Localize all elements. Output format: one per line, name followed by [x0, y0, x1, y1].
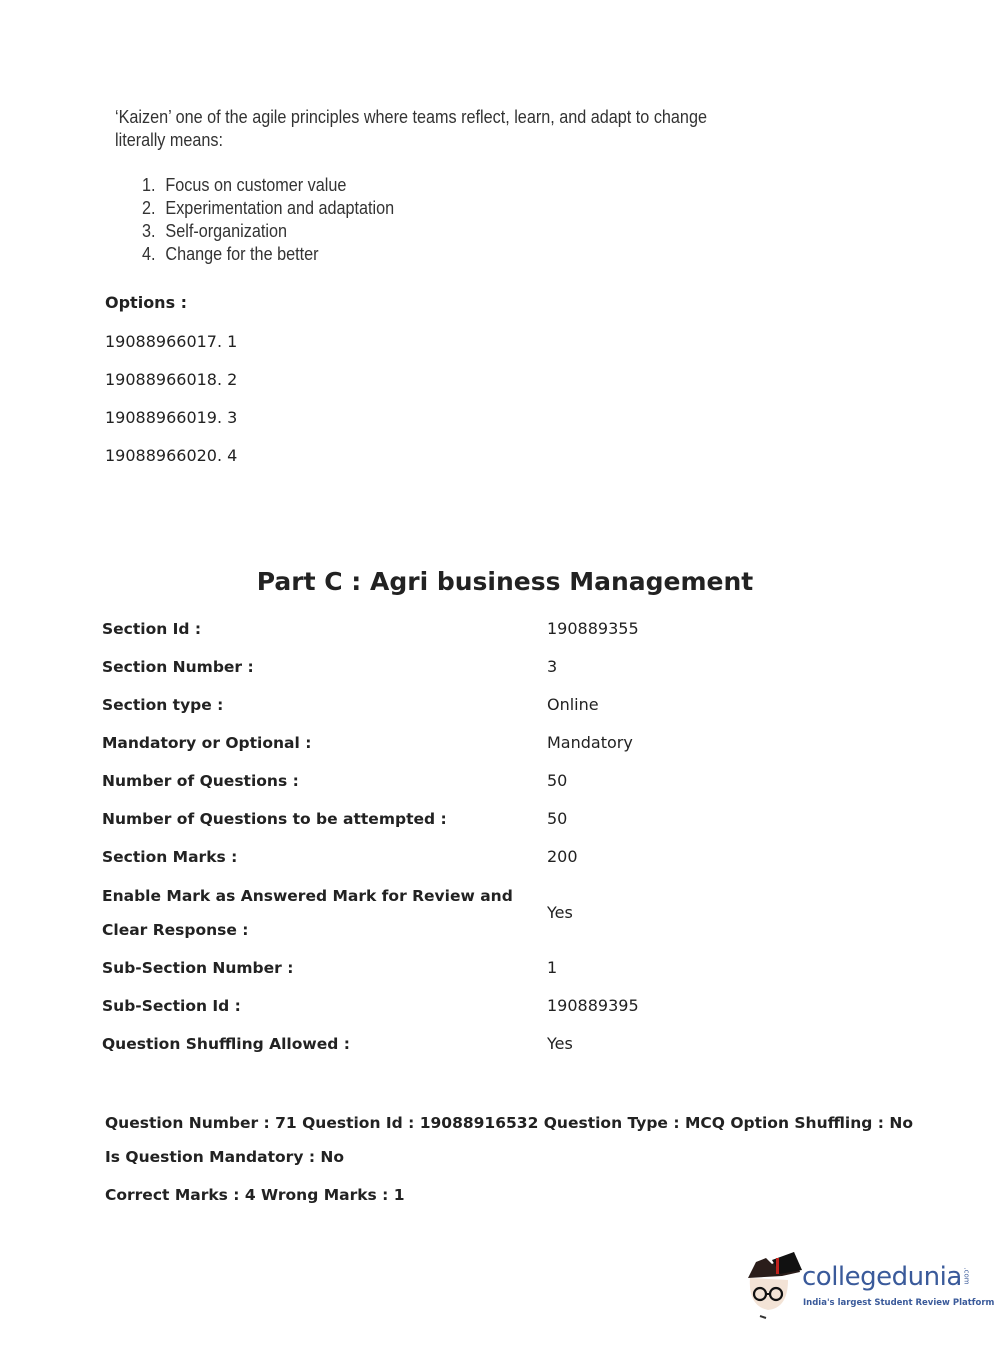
row-label: Enable Mark as Answered Mark for Review and Clear Response : [102, 887, 513, 939]
choice: 3. Self-organization [160, 220, 727, 243]
row-value: 1 [547, 958, 558, 977]
question-stem: ‘Kaizen’ one of the agile principles where teams reflect, learn, and adapt to change literally means: [115, 107, 707, 150]
question-meta-line: Correct Marks : 4 Wrong Marks : 1 [105, 1186, 405, 1204]
question-image [115, 106, 727, 266]
choice: 2. Experimentation and adaptation [160, 197, 727, 220]
row-value: Yes [547, 1034, 573, 1053]
question-meta-line: Is Question Mandatory : No [105, 1148, 345, 1166]
brand-tagline: India's largest Student Review Platform [803, 1298, 995, 1308]
row-value: Mandatory [547, 733, 633, 752]
row-label: Section type : [102, 696, 224, 714]
row-value: 200 [547, 847, 578, 866]
row-label: Number of Questions : [102, 772, 299, 790]
row-label: Number of Questions to be attempted : [102, 810, 447, 828]
brand-suffix: .com [962, 1267, 971, 1285]
row-value: Yes [547, 903, 573, 922]
option-item: 19088966020. 4 [105, 446, 238, 465]
row-value: 3 [547, 657, 558, 676]
brand-name: collegedunia [802, 1262, 962, 1292]
choice: 1. Focus on customer value [160, 174, 727, 197]
option-item: 19088966017. 1 [105, 332, 238, 351]
section-title: Part C : Agri business Management [256, 567, 754, 596]
row-value: Online [547, 695, 599, 714]
row-label: Section Number : [102, 658, 254, 676]
option-item: 19088966019. 3 [105, 408, 238, 427]
row-label: Mandatory or Optional : [102, 734, 312, 752]
row-value: 190889355 [547, 619, 639, 638]
row-value: 190889395 [547, 996, 639, 1015]
options-heading: Options : [105, 293, 188, 312]
row-label: Sub-Section Id : [102, 997, 241, 1015]
question-choices [115, 174, 727, 266]
collegedunia-logo [742, 1250, 995, 1320]
row-label: Sub-Section Number : [102, 959, 294, 977]
row-value: 50 [547, 809, 568, 828]
mascot-icon [742, 1250, 804, 1320]
row-label: Section Marks : [102, 848, 238, 866]
row-value: 50 [547, 771, 568, 790]
option-item: 19088966018. 2 [105, 370, 238, 389]
row-label: Question Shuffling Allowed : [102, 1035, 350, 1053]
row-label: Section Id : [102, 620, 202, 638]
question-meta-line: Question Number : 71 Question Id : 19088916532 Question Type : MCQ Option Shuffling : No [105, 1114, 913, 1132]
choice: 4. Change for the better [160, 243, 727, 266]
